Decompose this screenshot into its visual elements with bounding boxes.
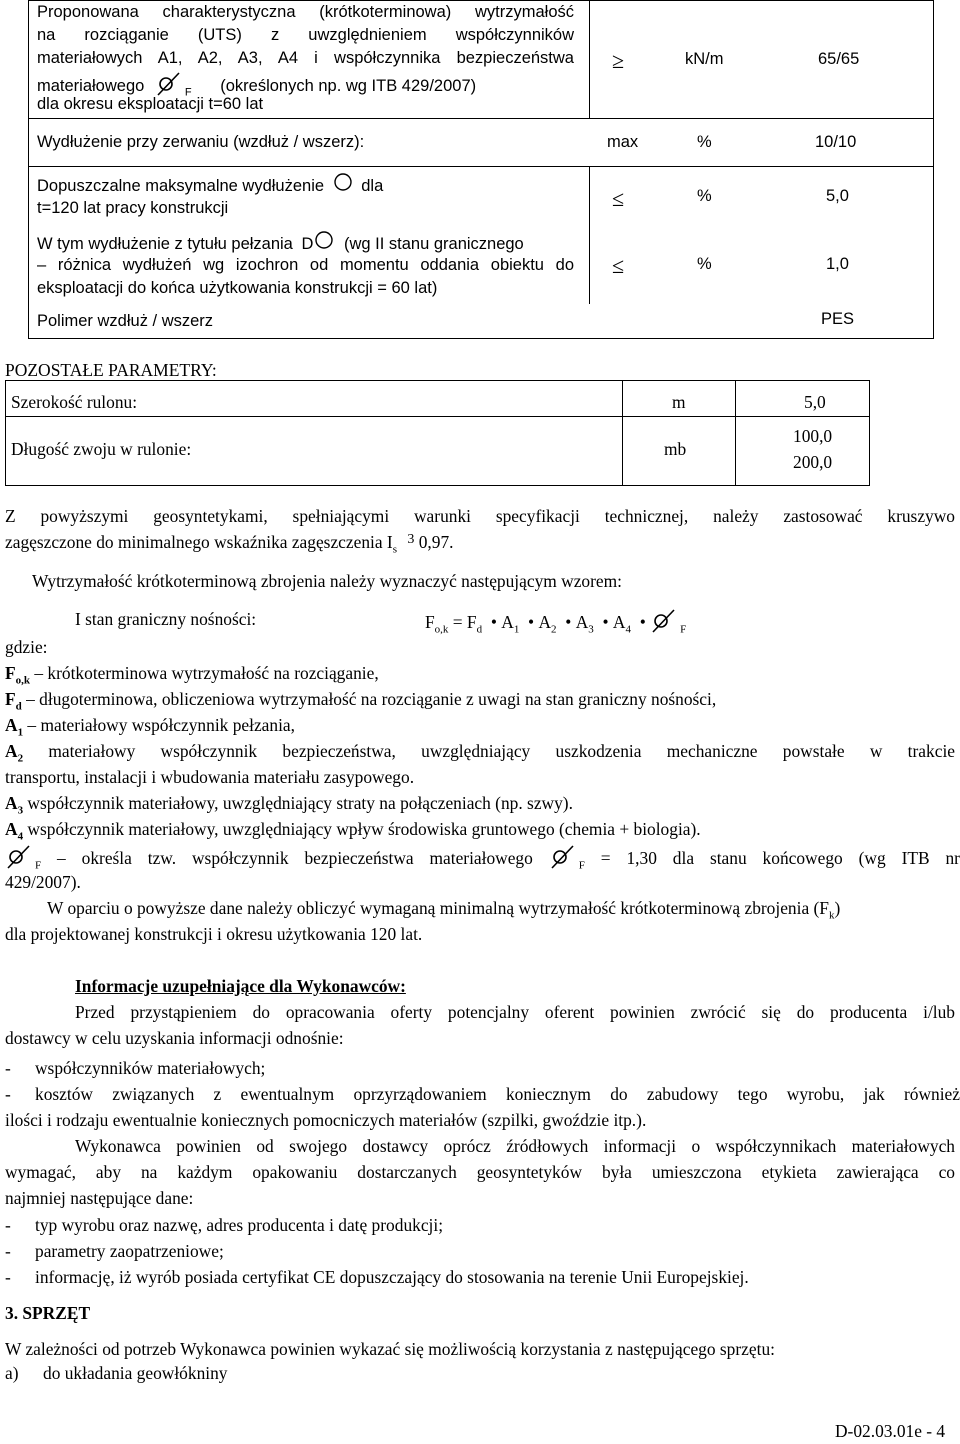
creep-line-3: eksploatacji do końca użytkowania konstrukcji = 60 lat) <box>37 279 438 297</box>
uts-line-4-a: materiałowego <box>37 77 145 95</box>
dot-icon: • <box>635 612 651 632</box>
def-a1 <box>5 714 295 737</box>
gamma-symbol-icon <box>650 608 680 634</box>
def-a1-sub: 1 <box>17 726 24 739</box>
def-a4-text: współczynnik materiałowy, uwzględniający wpływ środowiska gruntowego (chemia + biologia). <box>27 819 701 839</box>
info-p2-line-2: wymagać, aby na każdym opakowaniu dostarczanych geosyntetyków była umieszczona etykieta zawierająca co <box>5 1162 955 1182</box>
max-elong-unit: % <box>697 187 712 205</box>
bullet-item <box>5 1240 224 1263</box>
max-elong-line-1 <box>37 172 383 197</box>
def-a1-text: materiałowy współczynnik pełzania, <box>40 715 295 735</box>
dash: – <box>26 689 35 709</box>
elongation-value: 10/10 <box>815 133 857 151</box>
def-gamma-sub-2: F <box>578 859 585 872</box>
creep-unit: % <box>697 255 712 273</box>
other-parameters-heading: POZOSTAŁE PARAMETRY: <box>5 360 217 380</box>
formula-lhs-sub: o,k <box>434 623 449 636</box>
para3-sub: k <box>828 909 835 922</box>
def-a4-sub: 4 <box>17 830 24 843</box>
max-elong-line-2: t=120 lat pracy konstrukcji <box>37 199 229 217</box>
para1-value: 0,97. <box>418 532 454 552</box>
def-a1-sym: A <box>5 715 18 735</box>
def-a2-sub: 2 <box>17 752 24 765</box>
info-heading: Informacje uzupełniające dla Wykonawców: <box>75 976 406 996</box>
bullet-item <box>5 1083 960 1106</box>
section-heading: 3. SPRZĘT <box>5 1303 91 1323</box>
roll-width-label: Szerokość rulonu: <box>11 392 138 412</box>
bullet-text: parametry zaopatrzeniowe; <box>35 1241 224 1261</box>
def-a3 <box>5 792 573 815</box>
epsilon-circle-icon <box>313 230 335 252</box>
dot-icon: • <box>598 612 613 632</box>
def-a3-sym: A <box>5 793 18 813</box>
formula-a2: A <box>538 612 552 632</box>
def-a2-text: materiałowy współczynnik bezpieczeństwa, uwzględniający uszkodzenia mechaniczne powstałe w trakcie <box>48 741 955 761</box>
uts-line-5: dla okresu eksploatacji t=60 lat <box>37 95 264 113</box>
roll-length-unit: mb <box>664 439 687 459</box>
def-fok-sub: o,k <box>15 674 30 687</box>
para3-line-2: dla projektowanej konstrukcji i okresu użytkowania 120 lat. <box>5 924 423 944</box>
polymer-label: Polimer wzdłuż / wszerz <box>37 312 214 330</box>
def-gamma-line-1 <box>5 844 960 870</box>
uts-line-3: materiałowych A1, A2, A3, A4 i współczynnika bezpieczeństwa <box>37 49 574 67</box>
formula-fd-sub: d <box>476 623 483 636</box>
def-fd <box>5 688 716 711</box>
elongation-label: Wydłużenie przy zerwaniu (wzdłuż / wszerz): <box>37 133 365 151</box>
uts-line-2: na rozciąganie (UTS) z uwzględnieniem współczynników <box>37 26 574 44</box>
formula-a3: A <box>575 612 589 632</box>
formula-a1: A <box>501 612 514 632</box>
def-fd-text: długoterminowa, obliczeniowa wytrzymałość na rozciąganie z uwagi na stan graniczny nośności, <box>39 689 717 709</box>
uts-unit: kN/m <box>685 50 724 68</box>
creep-line-1-b: (wg II stanu granicznego <box>343 235 524 253</box>
creep-value: 1,0 <box>826 255 849 273</box>
max-elong-line-1-a: Dopuszczalne maksymalne wydłużenie <box>37 177 325 195</box>
bullet-text: kosztów związanych z ewentualnym oprzyrządowaniem koniecznym do zabudowy tego wyrobu, jak również <box>35 1084 960 1104</box>
info-p1-line-1: Przed przystąpieniem do opracowania oferty potencjalny oferent powinien zwrócić się do producenta i/lub <box>75 1002 955 1022</box>
bullet-dash: - <box>5 1084 11 1104</box>
formula-a3-sub: 3 <box>588 623 594 636</box>
formula-a4: A <box>612 612 626 632</box>
section-item-text: do układania geowłókniny <box>43 1363 228 1383</box>
bullet-text: typ wyrobu oraz nazwę, adres producenta i datę produkcji; <box>35 1215 444 1235</box>
dot-icon: • <box>486 612 502 632</box>
dash: – <box>57 848 66 868</box>
def-fok-text: krótkoterminowa wytrzymałość na rozciąganie, <box>47 663 379 683</box>
roll-length-value-2: 200,0 <box>793 452 833 472</box>
bullet-dash: - <box>5 1058 11 1078</box>
creep-line-2: – różnica wydłużeń wg izochron od momentu oddania obiektu do <box>37 256 574 274</box>
formula-a2-sub: 2 <box>551 623 557 636</box>
page-footer: D-02.03.01e - 4 <box>835 1421 946 1441</box>
polymer-value: PES <box>821 310 855 328</box>
bullet-item <box>5 1266 749 1289</box>
para1-sub: s <box>392 543 397 556</box>
def-fd-sym: F <box>5 689 16 709</box>
def-a4 <box>5 818 701 841</box>
def-a3-text: współczynnik materiałowy, uwzględniający straty na połączeniach (np. szwy). <box>27 793 573 813</box>
max-elong-relation: ≤ <box>612 186 625 211</box>
section-text: W zależności od potrzeb Wykonawca powinien wykazać się możliwością korzystania z następującego sprzętu: <box>5 1339 775 1359</box>
info-p2-line-3: najmniej następujące dane: <box>5 1188 194 1208</box>
elongation-unit: % <box>697 133 712 151</box>
creep-delta: D <box>301 235 314 253</box>
uts-relation: ≥ <box>612 48 625 73</box>
where-label: gdzie: <box>5 637 48 657</box>
creep-relation: ≤ <box>612 253 625 278</box>
formula-eq: = F <box>452 612 477 632</box>
formula-label: I stan graniczny nośności: <box>75 609 257 629</box>
def-a3-sub: 3 <box>17 804 24 817</box>
para1-line-2-text: zagęszczone do minimalnego wskaźnika zagęszczenia I <box>5 532 393 552</box>
formula <box>425 608 686 634</box>
bullet-text: informację, iż wyrób posiada certyfikat CE dopuszczający do stosowania na terenie Unii Europejskiej. <box>35 1267 749 1287</box>
dash: – <box>34 663 44 683</box>
dot-icon: • <box>560 612 576 632</box>
elongation-relation: max <box>607 133 639 151</box>
def-fok-sym: F <box>5 663 16 683</box>
creep-line-1 <box>37 230 577 255</box>
dash: – <box>27 715 37 735</box>
info-p2-line-1: Wykonawca powinien od swojego dostawcy oprócz źródłowych informacji o współczynnikach materiałowych <box>75 1136 955 1156</box>
bullet-text: współczynników materiałowych; <box>35 1058 266 1078</box>
section-item-marker: a) <box>5 1363 19 1383</box>
formula-gamma-sub: F <box>680 623 687 636</box>
def-gamma-line-2: 429/2007). <box>5 872 81 892</box>
roll-length-label: Długość zwoju w rulonie: <box>11 439 192 459</box>
gamma-symbol-icon <box>5 844 35 870</box>
para3-line-1 <box>47 897 840 920</box>
def-gamma-sub: F <box>35 859 42 872</box>
def-a2-line-1 <box>5 740 955 763</box>
def-a2-line-2: transportu, instalacji i wbudowania materiału zasypowego. <box>5 767 415 787</box>
creep-line-1-a: W tym wydłużenie z tytułu pełzania <box>37 235 293 253</box>
bullet-item <box>5 1214 443 1237</box>
para3-text: W oparciu o powyższe dane należy obliczyć wymaganą minimalną wytrzymałość krótkoterminową zbrojenia (F <box>47 898 829 918</box>
def-fok <box>5 662 379 685</box>
max-elong-line-1-b: dla <box>361 177 384 195</box>
roll-width-unit: m <box>672 392 686 412</box>
section-item <box>5 1362 228 1385</box>
def-fd-sub: d <box>15 700 22 713</box>
uts-value: 65/65 <box>818 50 860 68</box>
def-a4-sym: A <box>5 819 18 839</box>
uts-gamma-sub: F <box>184 86 192 99</box>
bullet-dash: - <box>5 1267 11 1287</box>
para2: Wytrzymałość krótkoterminową zbrojenia należy wyznaczyć następującym wzorem: <box>32 571 622 591</box>
uts-line-1: Proponowana charakterystyczna (krótkoterminowa) wytrzymałość <box>37 3 574 21</box>
roll-width-value: 5,0 <box>804 392 826 412</box>
para1-line-1: Z powyższymi geosyntetykami, spełniającymi warunki specyfikacji technicznej, należy zastosować kruszywo <box>5 506 955 526</box>
max-elong-value: 5,0 <box>826 187 849 205</box>
info-p1-line-2: dostawcy w celu uzyskania informacji odnośnie: <box>5 1028 344 1048</box>
para3-close: ) <box>834 898 841 918</box>
formula-a4-sub: 4 <box>625 623 631 636</box>
formula-lhs: F <box>425 612 435 632</box>
uts-line-4-c: (określonych np. wg ITB 429/2007) <box>220 77 477 95</box>
def-gamma-text-a: określa tzw. współczynnik bezpieczeństwa materiałowego <box>81 848 533 868</box>
def-a2-sym: A <box>5 741 18 761</box>
def-gamma-text-b: = 1,30 dla stanu końcowego (wg ITB nr <box>600 848 960 868</box>
bullet-dash: - <box>5 1215 11 1235</box>
bullet-dash: - <box>5 1241 11 1261</box>
para1-line-2 <box>5 531 454 554</box>
epsilon-circle-icon <box>332 172 354 194</box>
bullet-continuation: ilości i rodzaju ewentualnie koniecznych pomocniczych materiałów (szpilki, gwoździe itp.). <box>5 1110 647 1130</box>
bullet-item <box>5 1057 265 1080</box>
formula-a1-sub: 1 <box>513 623 520 636</box>
roll-length-value-1: 100,0 <box>793 426 833 446</box>
gamma-symbol-icon <box>549 844 579 870</box>
dot-icon: • <box>523 612 539 632</box>
para1-rel: 3 <box>407 532 415 547</box>
